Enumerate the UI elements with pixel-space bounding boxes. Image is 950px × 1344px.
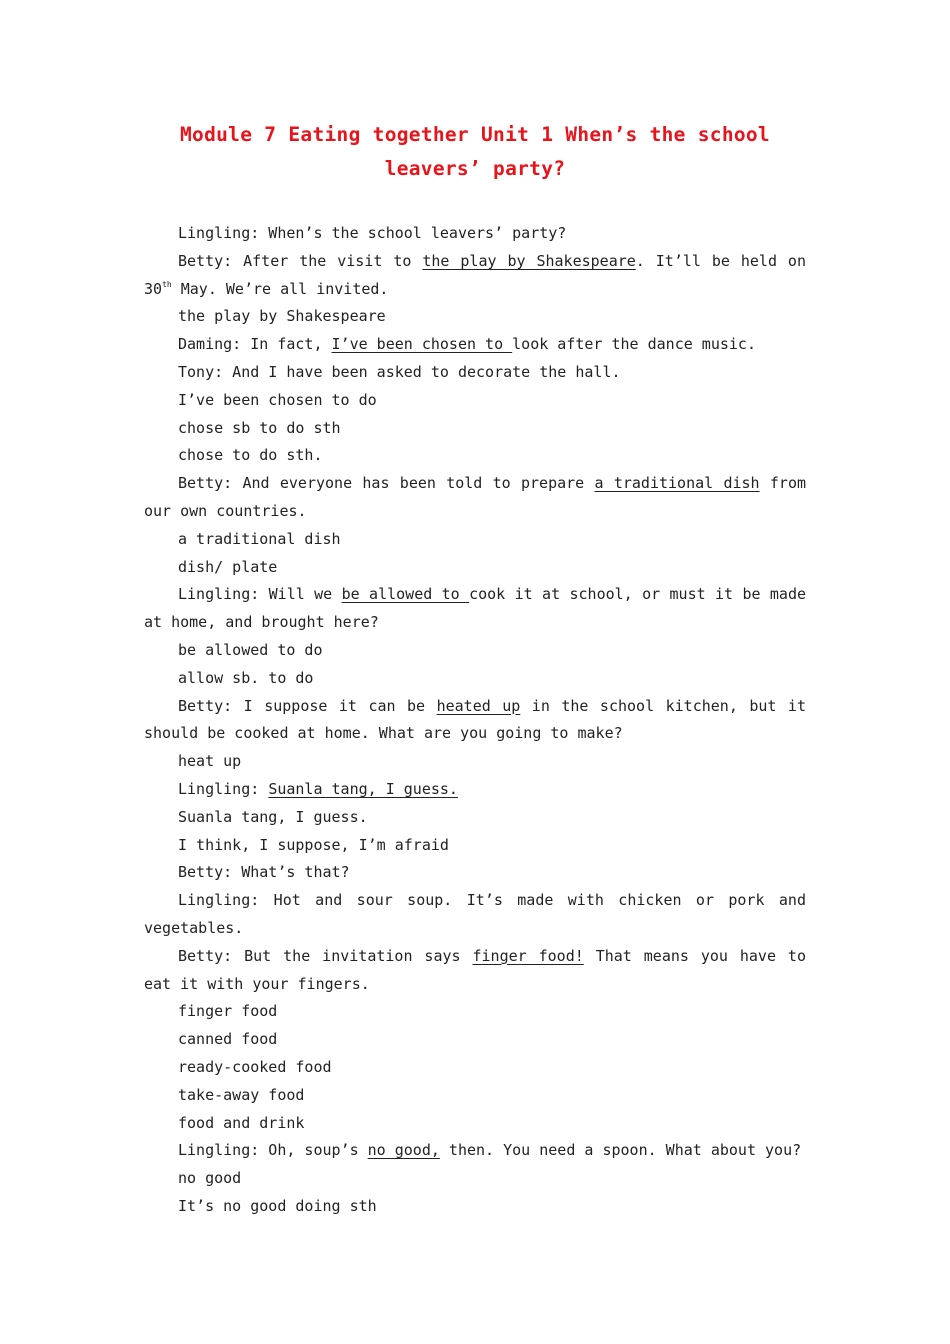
dialogue-line: Lingling: Oh, soup’s no good, then. You need a spoon. What about you? [178,1141,802,1160]
underlined-phrase: no good, [367,1141,440,1160]
dialogue-line: Tony: And I have been asked to decorate the hall. [178,362,621,381]
dialogue-line: Daming: In fact, I’ve been chosen to look after the dance music. [178,335,756,354]
page-title [144,118,806,186]
note-line: the play by Shakespeare [178,307,386,326]
note-line: allow sb. to do [178,668,314,687]
underlined-phrase: I’ve been chosen to [331,335,513,354]
note-line: chose sb to do sth [178,418,341,437]
note-line: a traditional dish [178,529,341,548]
note-line: I’ve been chosen to do [178,390,377,409]
note-line: Suanla tang, I guess. [178,807,368,826]
note-line: food and drink [178,1113,305,1132]
underlined-phrase: finger food! [472,946,584,965]
note-line: no good [178,1169,242,1188]
underlined-phrase: heated up [436,696,521,715]
title-line-1: Module 7 Eating together Unit 1 When’s the school [180,123,770,146]
note-line: dish/ plate [178,557,278,576]
dialogue-line: Lingling: When’s the school leavers’ party? [178,224,567,242]
dialogue-line: Betty: What’s that? [178,863,350,882]
dialogue-line: Lingling: Suanla tang, I guess. [178,779,458,798]
superscript: th [162,279,172,289]
note-line: ready-cooked food [178,1057,332,1076]
note-line: canned food [178,1030,278,1049]
note-line: finger food [178,1002,278,1021]
note-line: chose to do sth. [178,446,323,465]
underlined-phrase: a traditional dish [594,474,760,493]
dialogue-line: Betty: And everyone has been told to prepare a traditional dish from our own countries. [144,474,807,520]
dialogue-line: Lingling: Hot and sour soup. It’s made with chicken or pork and vegetables. [144,891,806,937]
dialogue-line: Betty: I suppose it can be heated up in the school kitchen, but it should be cooked at home. What are you going to make? [144,696,806,743]
note-line: be allowed to do [178,640,323,659]
note-line: take-away food [178,1085,305,1104]
title-line-2: leavers’ party? [384,157,566,180]
dialogue-line: Lingling: Will we be allowed to cook it at school, or must it be made at home, and brought here? [144,585,807,632]
underlined-phrase: Suanla tang, I guess. [268,779,458,798]
dialogue-line: Betty: After the visit to the play by Shakespeare. It’ll be held on 30th May. We’re all invited. [144,251,806,298]
underlined-phrase: the play by Shakespeare [422,251,636,270]
dialogue-text [144,220,806,1221]
underlined-phrase: be allowed to [341,585,470,604]
note-line: I think, I suppose, I’m afraid [178,835,449,854]
dialogue-line: Betty: But the invitation says finger food! That means you have to eat it with your fingers. [144,946,806,993]
note-line: It’s no good doing sth [178,1196,377,1215]
note-line: heat up [178,752,242,771]
